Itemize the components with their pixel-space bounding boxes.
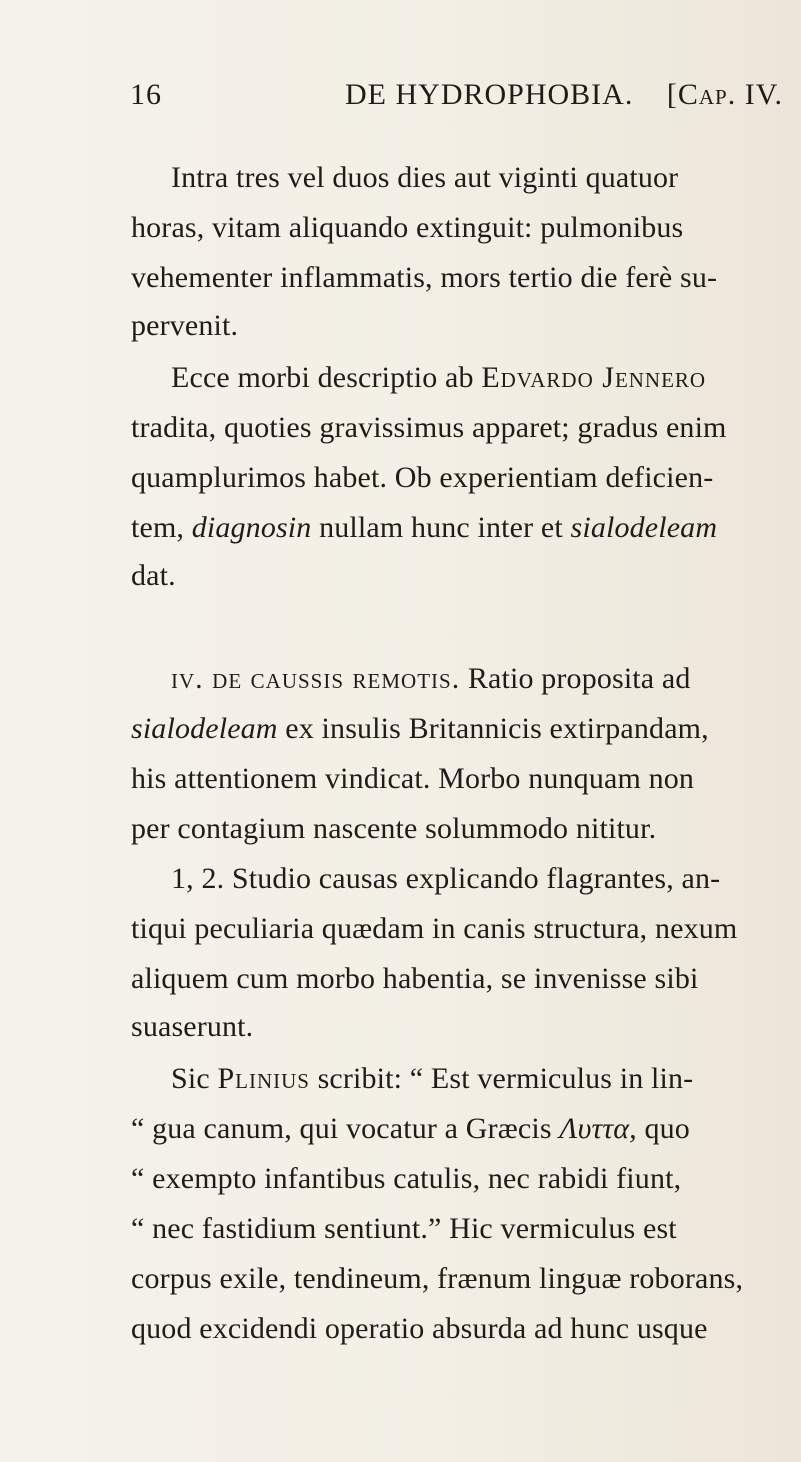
text-run: ex insulis Britannicis extirpandam, bbox=[277, 712, 709, 745]
author-name: Edvardo Jennero bbox=[481, 361, 707, 394]
section-heading: iv. de caussis remotis. bbox=[171, 662, 461, 695]
text-line: Intra tres vel duos dies aut viginti quatuor bbox=[171, 161, 679, 194]
section-heading-line bbox=[171, 662, 691, 696]
text-run: nullam hunc inter et bbox=[311, 511, 571, 544]
text-line: dat. bbox=[131, 559, 176, 592]
text-line: “ nec fastidium sentiunt.” Hic vermiculus est bbox=[131, 1212, 677, 1245]
text-run: scribit: “ Est vermiculus in lin- bbox=[309, 1062, 694, 1095]
text-line: 1, 2. Studio causas explicando flagrantes, an- bbox=[171, 862, 721, 895]
text-line: vehementer inflammatis, mors tertio die ferè su- bbox=[131, 261, 718, 294]
text-line: per contagium nascente solummodo nititur. bbox=[131, 812, 657, 845]
chapter-number: IV. bbox=[744, 78, 783, 111]
text-line bbox=[171, 1062, 693, 1096]
italic-term: sialodeleam bbox=[570, 511, 718, 544]
text-run: Sic bbox=[171, 1062, 218, 1095]
text-run: tem, bbox=[131, 511, 192, 544]
text-line: aliquem cum morbo habentia, se invenisse sibi bbox=[131, 962, 699, 995]
text-line bbox=[171, 361, 706, 395]
text-run: “ gua canum, qui vocatur a Græcis bbox=[131, 1112, 560, 1145]
text-run: quo bbox=[636, 1112, 690, 1145]
italic-term: diagnosin bbox=[191, 511, 312, 544]
page-number: 16 bbox=[130, 78, 162, 111]
chapter-bracket: [ bbox=[666, 78, 678, 111]
text-line: suaserunt. bbox=[131, 1010, 254, 1043]
chapter-label bbox=[667, 78, 783, 112]
text-line: pervenit. bbox=[131, 309, 239, 342]
running-title: DE HYDROPHOBIA. bbox=[345, 78, 634, 111]
text-line bbox=[131, 1112, 690, 1146]
running-header bbox=[130, 78, 783, 124]
greek-term: Λυττα, bbox=[559, 1112, 637, 1145]
text-run: Ecce morbi descriptio ab bbox=[171, 361, 482, 394]
italic-term: sialodeleam bbox=[131, 712, 278, 745]
text-line: “ exempto infantibus catulis, nec rabidi fiunt, bbox=[131, 1162, 682, 1195]
author-name: Plinius bbox=[217, 1062, 310, 1095]
text-line: horas, vitam aliquando extinguit: pulmonibus bbox=[131, 211, 684, 244]
text-run: Ratio proposita ad bbox=[460, 662, 691, 695]
text-line: corpus exile, tendineum, frænum linguæ roborans, bbox=[131, 1262, 744, 1295]
text-line bbox=[131, 712, 709, 746]
chapter-word: Cap. bbox=[677, 78, 737, 111]
text-line: quamplurimos habet. Ob experientiam deficien- bbox=[131, 461, 714, 494]
text-line: tiqui peculiaria quædam in canis structura, nexum bbox=[131, 912, 738, 945]
text-line: quod excidendi operatio absurda ad hunc usque bbox=[131, 1312, 708, 1345]
text-line bbox=[131, 511, 717, 545]
text-line: tradita, quoties gravissimus apparet; gradus enim bbox=[131, 411, 727, 444]
text-line: his attentionem vindicat. Morbo nunquam non bbox=[131, 762, 695, 795]
